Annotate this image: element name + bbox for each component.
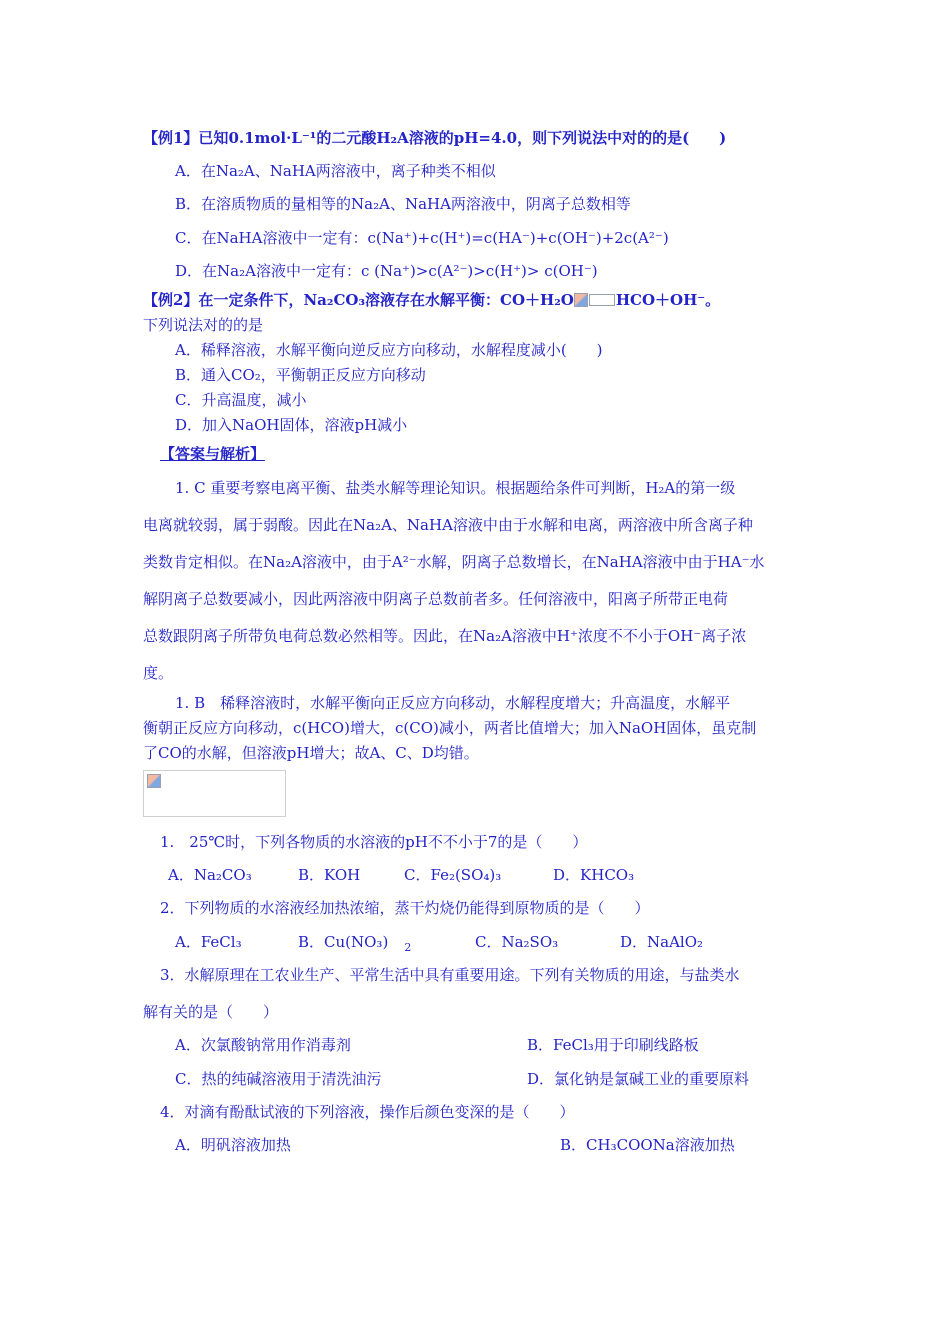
exercise2-option-b-subscript: 2 — [404, 941, 412, 954]
answer2-line: 了CO的水解，但溶液pH增大；故A、C、D均错。 — [143, 744, 479, 762]
example2-question — [143, 290, 720, 310]
exercise2-option-b — [298, 932, 411, 954]
example2-question-post: HCO＋OH⁻。 — [615, 291, 721, 309]
answer1-line: 总数跟阴离子所带负电荷总数必然相等。因此，在Na₂A溶液中H⁺浓度不不小于OH⁻离子浓 — [143, 627, 747, 645]
exercise2-option-c: C．Na₂SO₃ — [475, 933, 559, 951]
exercise4-stem: 4．对滴有酚酞试液的下列溶液，操作后颜色变深的是（ ） — [160, 1103, 575, 1121]
broken-image-frame — [143, 770, 286, 817]
exercise1-stem: 1. 25℃时，下列各物质的水溶液的pH不不小于7的是（ ） — [160, 833, 588, 851]
exercise2-option-b-text: B．Cu(NO₃) — [298, 933, 389, 951]
answer2-line: 1. B 稀释溶液时，水解平衡向正反应方向移动，水解程度增大；升高温度，水解平 — [175, 694, 731, 712]
example2-option-c: C．升高温度，减小 — [175, 391, 307, 409]
answer1-line: 解阴离子总数要减小，因此两溶液中阴离子总数前者多。任何溶液中，阳离子所带正电荷 — [143, 590, 729, 608]
answer1-line: 类数肯定相似。在Na₂A溶液中，由于A²⁻水解，阴离子总数增长，在NaHA溶液中由于HA⁻水 — [143, 553, 765, 571]
example2-question-line2: 下列说法对的的是 — [143, 316, 264, 334]
exercise3-option-a: A．次氯酸钠常用作消毒剂 — [175, 1036, 351, 1054]
equilibrium-arrow-image-icon — [574, 293, 588, 307]
exercise3-option-b: B．FeCl₃用于印刷线路板 — [527, 1036, 699, 1054]
exercise3-stem-line2: 解有关的是（ ） — [143, 1003, 279, 1021]
example1-option-d: D．在Na₂A溶液中一定有：c (Na⁺)>c(A²⁻)>c(H⁺)> c(OH⁻) — [175, 262, 598, 280]
exercise1-option-b: B．KOH — [298, 866, 361, 884]
example1-option-c: C．在NaHA溶液中一定有：c(Na⁺)+c(H⁺)=c(HA⁻)+c(OH⁻)+2c(A²⁻) — [175, 229, 669, 247]
answer1-line: 1. C 重要考察电离平衡、盐类水解等理论知识。根据题给条件可判断，H₂A的第一级 — [175, 479, 736, 497]
example2-option-a: A．稀释溶液，水解平衡向逆反应方向移动，水解程度减小( ) — [175, 341, 603, 359]
answer2-line: 衡朝正反应方向移动，c(HCO)增大，c(CO)减小，两者比值增大；加入NaOH固体，虽克制 — [143, 719, 757, 737]
exercise1-option-d: D．KHCO₃ — [553, 866, 635, 884]
example2-option-b: B．通入CO₂，平衡朝正反应方向移动 — [175, 366, 426, 384]
answer1-line: 度。 — [143, 664, 174, 682]
answer1-line: 电离就较弱，属于弱酸。因此在Na₂A、NaHA溶液中由于水解和电离，两溶液中所含离子种 — [143, 516, 753, 534]
exercise3-option-c: C．热的纯碱溶液用于清洗油污 — [175, 1070, 382, 1088]
example1-option-b: B．在溶质物质的量相等的Na₂A、NaHA两溶液中，阴离子总数相等 — [175, 195, 631, 213]
exercise1-option-c: C．Fe₂(SO₄)₃ — [404, 866, 502, 884]
example2-option-d: D．加入NaOH固体，溶液pH减小 — [175, 416, 408, 434]
exercise3-option-d: D．氯化钠是氯碱工业的重要原料 — [527, 1070, 750, 1088]
exercise2-stem: 2．下列物质的水溶液经加热浓缩，蒸干灼烧仍能得到原物质的是（ ） — [160, 899, 650, 917]
exercise2-option-a: A．FeCl₃ — [175, 933, 242, 951]
exercise2-option-d: D．NaAlO₂ — [620, 933, 704, 951]
example2-question-pre: 【例2】在一定条件下，Na₂CO₃溶液存在水解平衡：CO＋H₂O — [143, 291, 574, 309]
answer-section-title: 【答案与解析】 — [160, 445, 266, 463]
exercise4-option-b: B．CH₃COONa溶液加热 — [560, 1136, 735, 1154]
exercise4-option-a: A．明矾溶液加热 — [175, 1136, 291, 1154]
equilibrium-box-icon — [589, 294, 615, 306]
example1-option-a: A．在Na₂A、NaHA两溶液中，离子种类不相似 — [175, 162, 496, 180]
exercise3-stem-line1: 3．水解原理在工农业生产、平常生活中具有重要用途。下列有关物质的用途，与盐类水 — [160, 966, 740, 984]
example1-question: 【例1】已知0.1mol·L⁻¹的二元酸H₂A溶液的pH=4.0，则下列说法中对的的是( ) — [143, 129, 727, 147]
exercise1-option-a: A．Na₂CO₃ — [168, 866, 252, 884]
broken-image-icon — [147, 774, 161, 788]
